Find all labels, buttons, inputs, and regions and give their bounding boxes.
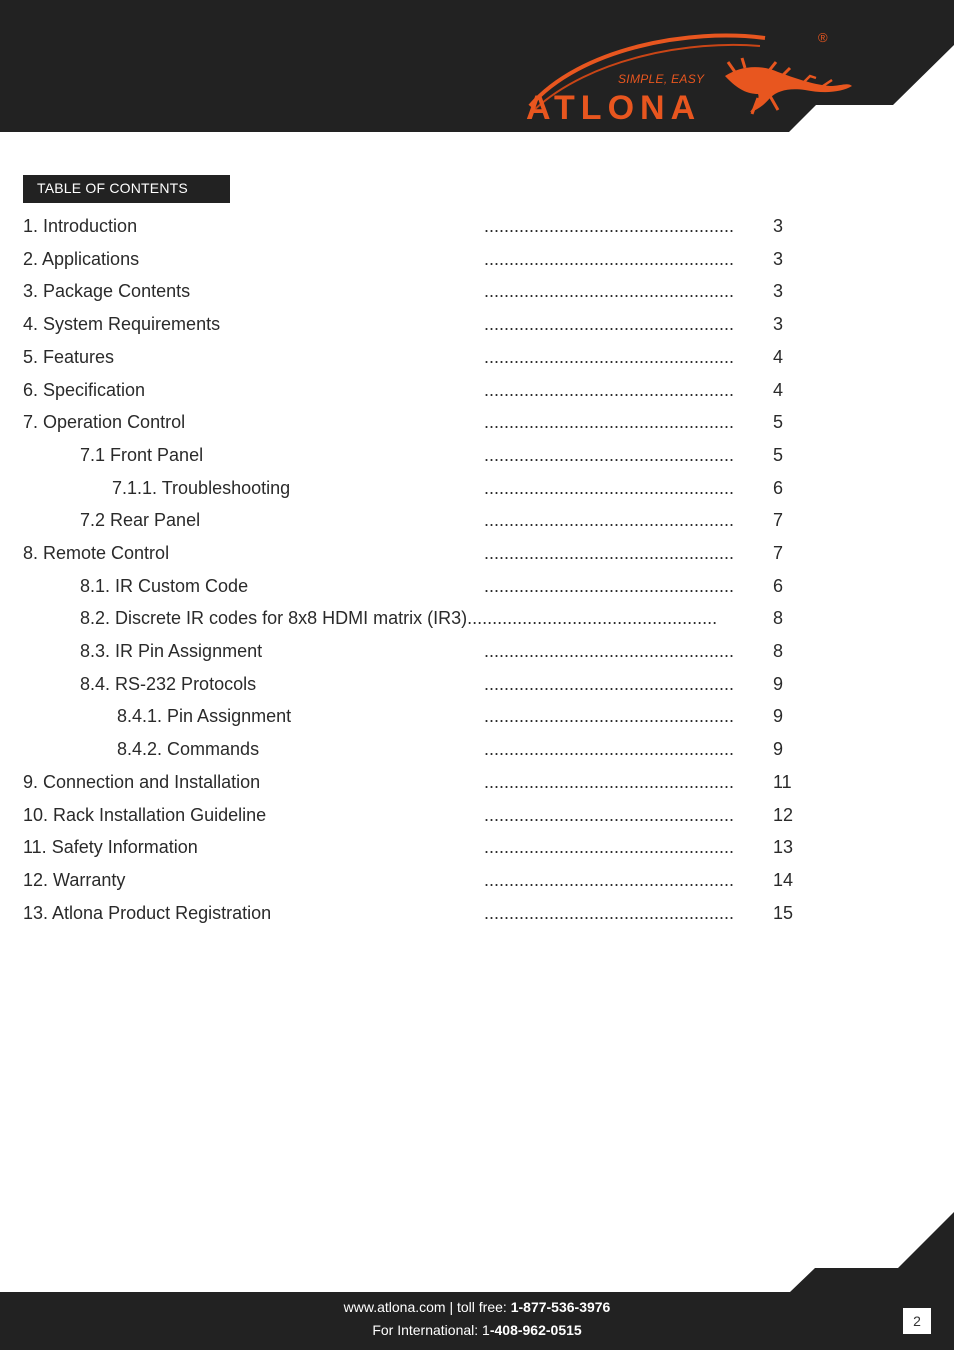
toc-entry-title: 7. Operation Control	[23, 412, 186, 432]
toc-leader-dots: ..................................................	[484, 478, 735, 498]
toc-entry-page: 3	[773, 281, 784, 301]
toc-entry-title: 3. Package Contents	[23, 281, 191, 301]
toc-entry-page: 5	[773, 445, 784, 465]
toc-entry-title: 4. System Requirements	[23, 314, 221, 334]
toc-leader-dots: ..................................................	[484, 837, 735, 857]
toc-heading: TABLE OF CONTENTS	[23, 175, 230, 203]
toc-entry-page: 6	[773, 576, 784, 596]
toc-entry-title: 7.1.1. Troubleshooting	[112, 478, 291, 498]
footer-line-tollfree: www.atlona.com | toll free: 1-877-536-3976	[343, 1299, 611, 1315]
toc-leader-dots: ..................................................	[484, 576, 735, 596]
toc-leader-dots: ..................................................	[484, 510, 735, 530]
page-number: 2	[903, 1308, 931, 1334]
toc-leader-dots: ..................................................	[484, 380, 735, 400]
toc-leader-dots: ..................................................	[484, 216, 735, 236]
toc-leader-dots: ..................................................	[484, 412, 735, 432]
toc-entry-page: 9	[773, 706, 784, 726]
toc-entry[interactable]	[0, 374, 954, 406]
toc-entry[interactable]	[0, 864, 954, 896]
toc-entry-title: 8.2. Discrete IR codes for 8x8 HDMI matrix (IR3)..................................................	[80, 608, 718, 628]
toc-entry-page: 8	[773, 608, 784, 628]
toc-leader-dots: ..................................................	[484, 772, 735, 792]
toc-leader-dots: ..................................................	[484, 543, 735, 563]
brand-tagline: SIMPLE, EASY	[618, 72, 705, 86]
footer-contact	[0, 1296, 954, 1342]
toc-entry-title: 2. Applications	[23, 249, 140, 269]
toc-entry[interactable]	[0, 602, 954, 634]
toc-leader-dots: ..................................................	[484, 347, 735, 367]
toc-leader-dots: ..................................................	[484, 249, 735, 269]
toc-entry[interactable]	[0, 537, 954, 569]
toc-entry-title: 13. Atlona Product Registration	[23, 903, 272, 923]
toc-entry[interactable]	[0, 570, 954, 602]
toc-entry-title: 10. Rack Installation Guideline	[23, 805, 267, 825]
toc-entry[interactable]	[0, 472, 954, 504]
toc-leader-dots: ..................................................	[484, 903, 735, 923]
toc-entry-page: 14	[773, 870, 794, 890]
toc-leader-dots: ..................................................	[484, 314, 735, 334]
toc-entry-page: 7	[773, 510, 784, 530]
toc-leader-dots: ..................................................	[467, 608, 718, 628]
toc-entry[interactable]	[0, 733, 954, 765]
toc-entry-title: 7.2 Rear Panel	[80, 510, 201, 530]
toc-entry-page: 3	[773, 216, 784, 236]
toc-entry[interactable]	[0, 799, 954, 831]
toc-entry[interactable]	[0, 243, 954, 275]
toc-entry[interactable]	[0, 210, 954, 242]
toc-entry-title: 12. Warranty	[23, 870, 126, 890]
international-phone: -408-962-0515	[489, 1322, 582, 1338]
toc-entry-page: 7	[773, 543, 784, 563]
registered-mark: ®	[818, 30, 828, 45]
toc-entry-page: 15	[773, 903, 794, 923]
toc-entry-title: 5. Features	[23, 347, 115, 367]
toc-entry-title: 8.1. IR Custom Code	[80, 576, 249, 596]
toc-entry-page: 9	[773, 674, 784, 694]
toc-leader-dots: ..................................................	[484, 281, 735, 301]
toc-entry-title: 8. Remote Control	[23, 543, 170, 563]
toc-entry-title: 9. Connection and Installation	[23, 772, 261, 792]
toc-entry[interactable]	[0, 668, 954, 700]
toc-entry[interactable]	[0, 897, 954, 929]
toc-entry[interactable]	[0, 504, 954, 536]
toc-entry[interactable]	[0, 700, 954, 732]
toc-entry-title: 8.4. RS-232 Protocols	[80, 674, 257, 694]
toc-entry[interactable]	[0, 635, 954, 667]
toc-entry-title: 8.4.1. Pin Assignment	[117, 706, 292, 726]
toc-entry-page: 6	[773, 478, 784, 498]
toc-entry[interactable]	[0, 406, 954, 438]
atlona-logo	[520, 28, 860, 128]
toc-entry-page: 4	[773, 347, 784, 367]
toc-entry[interactable]	[0, 766, 954, 798]
toc-entry-title: 7.1 Front Panel	[80, 445, 204, 465]
toc-entry-title: 8.3. IR Pin Assignment	[80, 641, 263, 661]
toc-entry-page: 3	[773, 314, 784, 334]
toc-entry-title: 11. Safety Information	[23, 837, 198, 857]
toc-entry-title: 6. Specification	[23, 380, 146, 400]
toc-entry-page: 8	[773, 641, 784, 661]
toc-entry-page: 13	[773, 837, 794, 857]
toc-leader-dots: ..................................................	[484, 805, 735, 825]
toc-entry-page: 12	[773, 805, 794, 825]
brand-wordmark: ATLONA	[526, 89, 702, 127]
toc-leader-dots: ..................................................	[484, 674, 735, 694]
toc-entry[interactable]	[0, 439, 954, 471]
toc-entry-page: 9	[773, 739, 784, 759]
toc-leader-dots: ..................................................	[484, 445, 735, 465]
toc-leader-dots: ..................................................	[484, 641, 735, 661]
toc-entry-page: 5	[773, 412, 784, 432]
footer-line-international: For International: 1-408-962-0515	[372, 1322, 582, 1338]
toc-entry[interactable]	[0, 341, 954, 373]
toc-leader-dots: ..................................................	[484, 739, 735, 759]
toc-entry-page: 3	[773, 249, 784, 269]
toc-entry-title: 1. Introduction	[23, 216, 138, 236]
toc-entry-page: 11	[773, 772, 792, 792]
toc-entry[interactable]	[0, 831, 954, 863]
tollfree-phone: 1-877-536-3976	[510, 1299, 611, 1315]
toc-entry[interactable]	[0, 275, 954, 307]
toc-entry-page: 4	[773, 380, 784, 400]
toc-entry-title: 8.4.2. Commands	[117, 739, 260, 759]
toc-leader-dots: ..................................................	[484, 870, 735, 890]
toc-entry[interactable]	[0, 308, 954, 340]
toc-leader-dots: ..................................................	[484, 706, 735, 726]
